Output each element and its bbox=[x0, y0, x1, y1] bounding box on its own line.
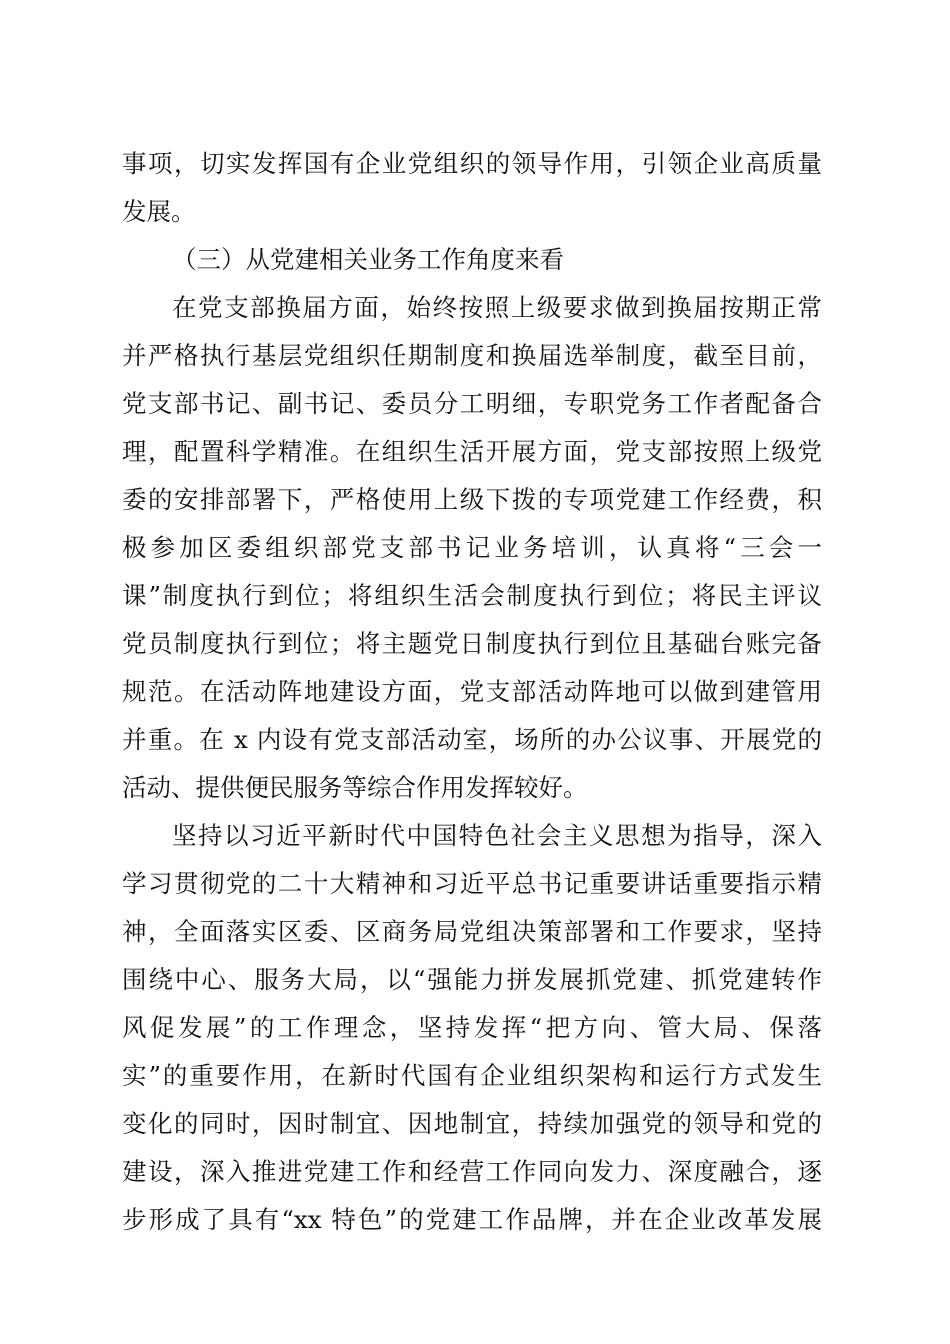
paragraph-line: 事项，切实发挥国有企业党组织的领导作用，引领企业高质量 bbox=[122, 149, 822, 178]
paragraph-line: 变化的同时，因时制宜、因地制宜，持续加强党的领导和党的 bbox=[122, 1109, 822, 1138]
paragraph-line: 规范。在活动阵地建设方面，党支部活动阵地可以做到建管用 bbox=[122, 677, 822, 706]
paragraph-line: 党员制度执行到位；将主题党日制度执行到位且基础台账完备 bbox=[122, 629, 822, 658]
document-body bbox=[122, 140, 822, 1244]
paragraph-line: 围绕中心、服务大局，以“强能力拼发展抓党建、抓党建转作 bbox=[122, 965, 822, 994]
paragraph-line: 并重。在 x 内设有党支部活动室，场所的办公议事、开展党的 bbox=[122, 725, 822, 754]
paragraph-line: 学习贯彻党的二十大精神和习近平总书记重要讲话重要指示精 bbox=[122, 869, 822, 898]
paragraph-line: 神，全面落实区委、区商务局党组决策部署和工作要求，坚持 bbox=[122, 917, 822, 946]
section-heading: （三）从党建相关业务工作角度来看 bbox=[172, 245, 564, 274]
paragraph-line: 党支部书记、副书记、委员分工明细，专职党务工作者配备合 bbox=[122, 389, 822, 418]
paragraph-line: 坚持以习近平新时代中国特色社会主义思想为指导，深入 bbox=[172, 821, 822, 850]
paragraph-line: 建设，深入推进党建工作和经营工作同向发力、深度融合，逐 bbox=[122, 1157, 822, 1186]
paragraph-line: 课”制度执行到位；将组织生活会制度执行到位；将民主评议 bbox=[122, 581, 822, 610]
paragraph-line: 理，配置科学精准。在组织生活开展方面，党支部按照上级党 bbox=[122, 437, 822, 466]
paragraph-line: 活动、提供便民服务等综合作用发挥较好。 bbox=[122, 773, 588, 802]
paragraph-line: 实”的重要作用，在新时代国有企业组织架构和运行方式发生 bbox=[122, 1061, 822, 1090]
paragraph-line: 极参加区委组织部党支部书记业务培训，认真将“三会一 bbox=[122, 533, 822, 562]
paragraph-line: 在党支部换届方面，始终按照上级要求做到换届按期正常 bbox=[172, 293, 822, 322]
paragraph-line: 并严格执行基层党组织任期制度和换届选举制度，截至目前， bbox=[122, 341, 822, 370]
paragraph-line: 风促发展”的工作理念，坚持发挥“把方向、管大局、保落 bbox=[122, 1013, 822, 1042]
paragraph-line: 委的安排部署下，严格使用上级下拨的专项党建工作经费，积 bbox=[122, 485, 822, 514]
paragraph-line: 步形成了具有“xx 特色”的党建工作品牌，并在企业改革发展 bbox=[122, 1205, 822, 1234]
paragraph-line: 发展。 bbox=[122, 197, 196, 226]
